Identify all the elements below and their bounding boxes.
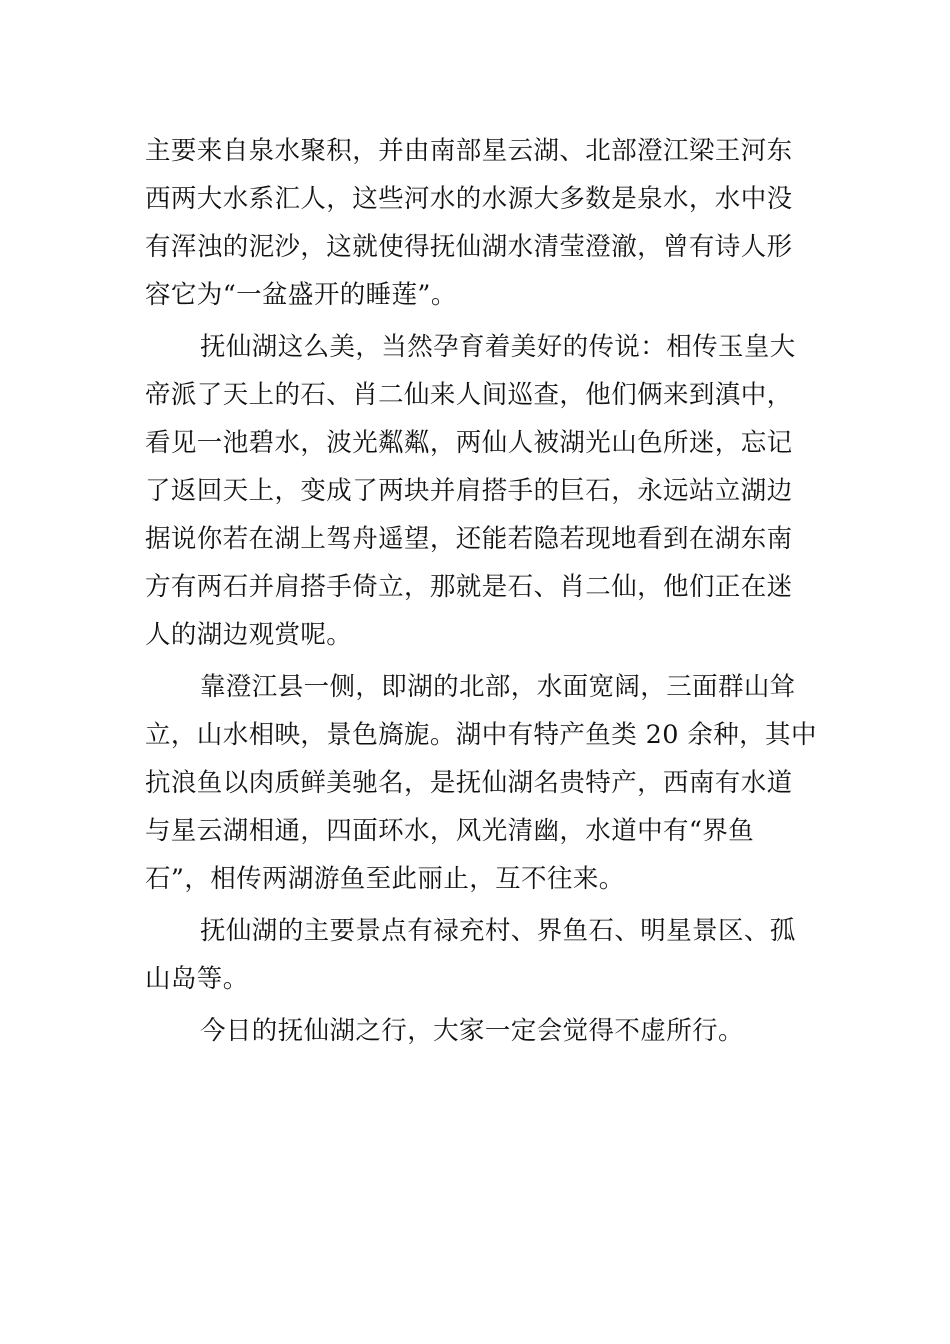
text-line: 山岛等。: [145, 964, 249, 994]
text-line: 靠澄江县一侧，即湖的北部，水面宽阔，三面群山耸: [200, 672, 796, 702]
paragraph-closing: [145, 1007, 810, 1055]
text-line: 抚仙湖的主要景点有禄充村、界鱼石、明星景区、孤: [200, 916, 796, 946]
text-line: 人的湖边观赏呢。: [145, 620, 353, 650]
text-line: 石”，相传两湖游鱼至此丽止，互不往来。: [145, 864, 625, 894]
text-line: 立，山水相映，景色旖旎。湖中有特产鱼类 20 余种，其中: [145, 720, 817, 750]
text-line: 西两大水系汇人，这些河水的水源大多数是泉水，水中没: [145, 184, 793, 214]
text-line: 帝派了天上的石、肖二仙来人间巡查，他们俩来到滇中，: [145, 380, 793, 410]
text-line: 与星云湖相通，四面环水，风光清幽，水道中有“界鱼: [145, 816, 755, 846]
document-body: [145, 127, 817, 1055]
text-line: 抚仙湖这么美，当然孕育着美好的传说：相传玉皇大: [200, 332, 796, 362]
paragraph-attractions: [145, 907, 810, 1003]
paragraph-legend: [145, 323, 810, 659]
paragraph-north-lake: [145, 663, 817, 903]
text-line: 容它为“一盆盛开的睡莲”。: [145, 280, 457, 310]
text-line: 今日的抚仙湖之行，大家一定会觉得不虚所行。: [200, 1016, 744, 1046]
text-line: 方有两石并肩搭手倚立，那就是石、肖二仙，他们正在迷: [145, 572, 793, 602]
text-line: 看见一池碧水，波光粼粼，两仙人被湖光山色所迷，忘记: [145, 428, 793, 458]
paragraph-source-of-water: [145, 127, 810, 319]
text-line: 抗浪鱼以肉质鲜美驰名，是抚仙湖名贵特产，西南有水道: [145, 768, 793, 798]
text-line: 有浑浊的泥沙，这就使得抚仙湖水清莹澄澈，曾有诗人形: [145, 232, 793, 262]
text-line: 主要来自泉水聚积，并由南部星云湖、北部澄江梁王河东: [145, 136, 793, 166]
text-line: 了返回天上，变成了两块并肩搭手的巨石，永远站立湖边: [145, 476, 793, 506]
text-line: 据说你若在湖上驾舟遥望，还能若隐若现地看到在湖东南: [145, 524, 793, 554]
